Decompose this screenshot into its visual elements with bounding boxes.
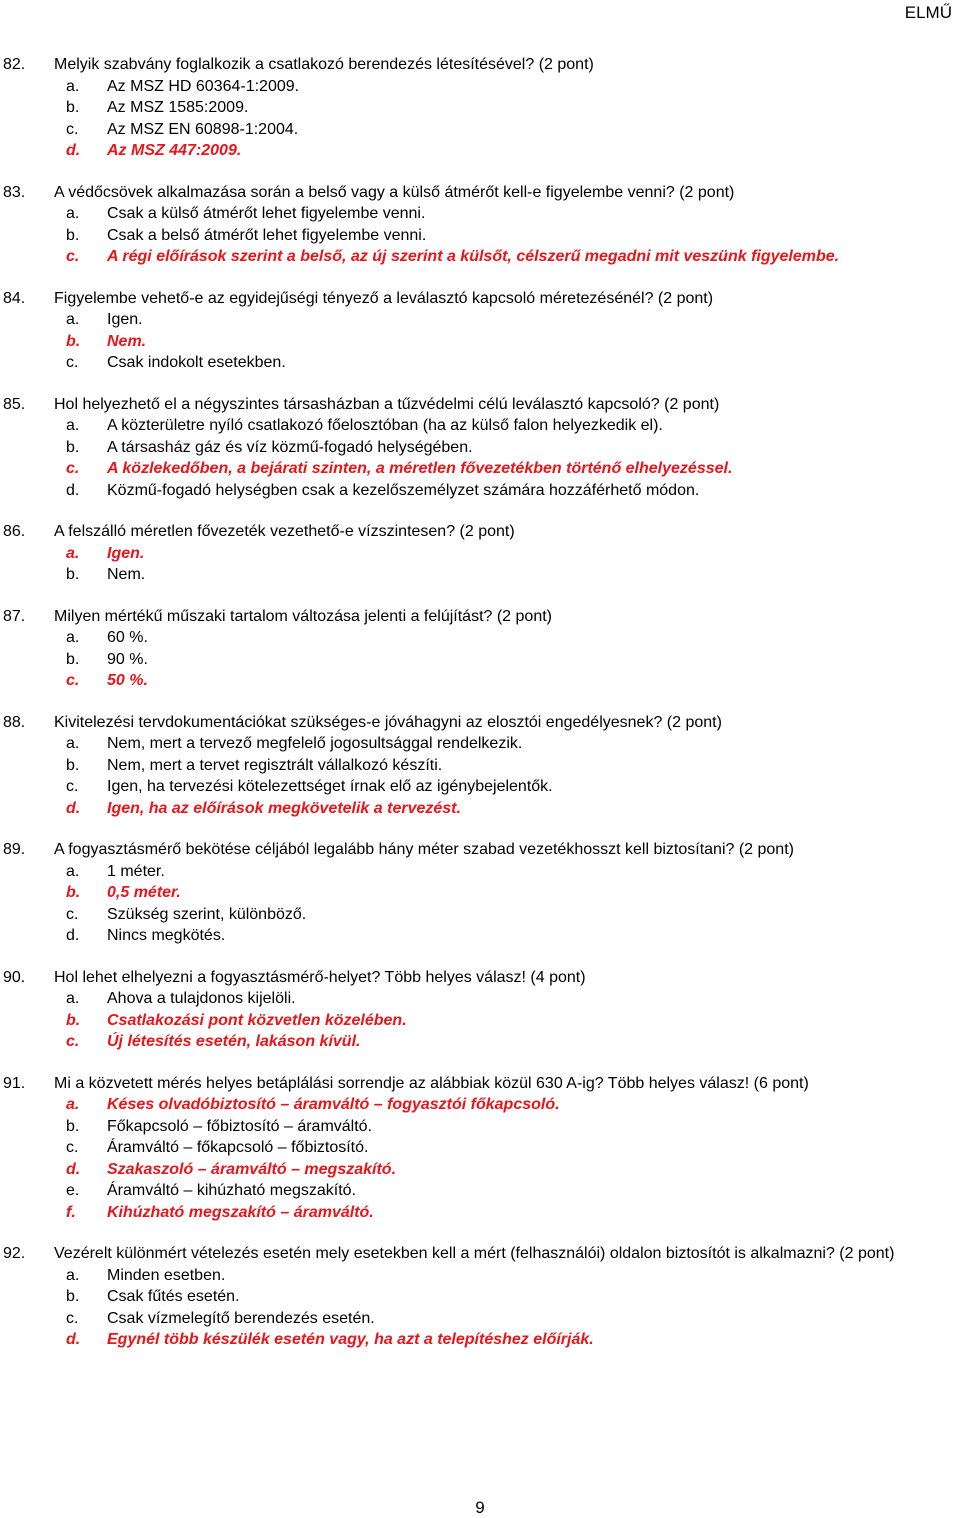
option-text: Késes olvadóbiztosító – áramváltó – fogyasztói főkapcsoló. bbox=[107, 1096, 560, 1113]
option-letter: b. bbox=[66, 226, 80, 244]
answer-option bbox=[0, 352, 960, 374]
answer-option bbox=[0, 733, 960, 755]
answer-option-correct bbox=[0, 458, 960, 480]
option-letter: c. bbox=[66, 1309, 79, 1327]
question-text: Kivitelezési tervdokumentációkat szükséges-e jóváhagyni az elosztói engedélyesnek? (2 pont) bbox=[54, 713, 722, 731]
question-number: 90. bbox=[3, 968, 26, 986]
answer-option bbox=[0, 988, 960, 1010]
option-letter: c. bbox=[66, 120, 79, 138]
question-number: 83. bbox=[3, 183, 26, 201]
answer-option-correct bbox=[0, 1031, 960, 1053]
question-number: 92. bbox=[3, 1245, 26, 1262]
question-text: A fogyasztásmérő bekötése céljából legalább hány méter szabad vezetékhosszt kell biztosítani? (2 pont) bbox=[54, 841, 794, 858]
option-letter: a. bbox=[66, 735, 80, 752]
question-text: A védőcsövek alkalmazása során a belső vagy a külső átmérőt kell-e figyelembe venni? (2 pont) bbox=[54, 183, 735, 201]
option-text: Csak vízmelegítő berendezés esetén. bbox=[107, 1309, 375, 1327]
option-text: 90 %. bbox=[107, 650, 148, 668]
question-text: Milyen mértékű műszaki tartalom változása jelenti a felújítást? (2 pont) bbox=[54, 607, 552, 625]
question-line bbox=[0, 712, 960, 734]
answer-option bbox=[0, 1308, 960, 1330]
question-line bbox=[0, 521, 960, 543]
answer-option bbox=[0, 76, 960, 98]
question-number: 82. bbox=[3, 56, 26, 73]
option-text: 60 %. bbox=[107, 629, 148, 646]
option-text: Áramváltó – kihúzható megszakító. bbox=[107, 1182, 357, 1199]
option-text: Nem. bbox=[107, 332, 147, 350]
answer-option-correct bbox=[0, 1010, 960, 1032]
option-letter: c. bbox=[66, 778, 79, 795]
question-text: A felszálló méretlen fővezeték vezethető-e vízszintesen? (2 pont) bbox=[54, 523, 515, 540]
answer-option bbox=[0, 649, 960, 671]
answer-option bbox=[0, 437, 960, 459]
option-text: Nem, mert a tervet regisztrált vállalkozó készíti. bbox=[107, 756, 443, 774]
option-text: Az MSZ 447:2009. bbox=[107, 142, 242, 159]
option-text: Áramváltó – főkapcsoló – főbiztosító. bbox=[107, 1139, 369, 1156]
option-text: Főkapcsoló – főbiztosító – áramváltó. bbox=[107, 1117, 373, 1135]
answer-option-correct bbox=[0, 670, 960, 692]
answer-option-correct bbox=[0, 543, 960, 565]
option-letter: c. bbox=[66, 354, 79, 371]
answer-option bbox=[0, 776, 960, 798]
answer-option bbox=[0, 904, 960, 926]
question-text: Vezérelt különmért vételezés esetén mely esetekben kell a mért (felhasználói) oldalon biztosítót is alkalmazni? (2 pont) bbox=[54, 1245, 895, 1262]
answer-option-correct bbox=[0, 246, 960, 268]
option-text: Szükség szerint, különböző. bbox=[107, 905, 307, 923]
option-letter: b. bbox=[66, 1117, 80, 1135]
answer-option bbox=[0, 1286, 960, 1308]
option-letter: b. bbox=[66, 884, 81, 901]
page-number: 9 bbox=[475, 1498, 485, 1517]
question-text: Mi a közvetett mérés helyes betáplálási sorrendje az alábbiak közül 630 A-ig? Több helyes válasz! (6 pont) bbox=[54, 1074, 809, 1092]
question-text: Figyelembe vehető-e az egyidejűségi tényező a leválasztó kapcsoló méretezésénél? (2 pont) bbox=[54, 289, 714, 307]
answer-option bbox=[0, 309, 960, 331]
option-letter: d. bbox=[66, 927, 80, 944]
option-text: A társasház gáz és víz közmű-fogadó helységében. bbox=[107, 438, 473, 456]
answer-option bbox=[0, 755, 960, 777]
option-letter: a. bbox=[66, 417, 80, 434]
answer-option-correct bbox=[0, 1329, 960, 1351]
question-block bbox=[0, 712, 960, 820]
answer-option bbox=[0, 225, 960, 247]
question-list bbox=[0, 54, 960, 1371]
option-letter: b. bbox=[66, 99, 80, 116]
option-text: Csak fűtés esetén. bbox=[107, 1288, 240, 1305]
question-number: 84. bbox=[3, 289, 26, 307]
option-letter: a. bbox=[66, 1266, 80, 1284]
option-text: 50 %. bbox=[107, 672, 148, 689]
question-line bbox=[0, 394, 960, 416]
question-line bbox=[0, 839, 960, 861]
question-block bbox=[0, 394, 960, 502]
answer-option-correct bbox=[0, 798, 960, 820]
option-letter: c. bbox=[66, 248, 80, 265]
option-letter: b. bbox=[66, 438, 80, 456]
answer-option-correct bbox=[0, 1159, 960, 1181]
option-letter: a. bbox=[66, 990, 80, 1007]
option-text: Nem. bbox=[107, 566, 146, 583]
option-letter: e. bbox=[66, 1182, 80, 1199]
option-letter: b. bbox=[66, 1011, 81, 1029]
option-text: Csak indokolt esetekben. bbox=[107, 354, 286, 371]
option-text: Igen, ha az előírások megkövetelik a tervezést. bbox=[107, 799, 461, 817]
option-letter: f. bbox=[66, 1203, 76, 1221]
question-line bbox=[0, 182, 960, 204]
option-letter: c. bbox=[66, 1139, 79, 1156]
answer-option bbox=[0, 415, 960, 437]
option-letter: d. bbox=[66, 142, 81, 159]
option-text: Csak a belső átmérőt lehet figyelembe venni. bbox=[107, 226, 427, 244]
option-letter: a. bbox=[66, 1096, 80, 1113]
answer-option bbox=[0, 203, 960, 225]
question-block bbox=[0, 288, 960, 374]
option-letter: d. bbox=[66, 799, 81, 817]
option-letter: c. bbox=[66, 460, 80, 477]
option-letter: b. bbox=[66, 756, 80, 774]
option-text: 1 méter. bbox=[107, 862, 165, 880]
option-letter: a. bbox=[66, 311, 80, 328]
question-number: 86. bbox=[3, 523, 26, 540]
question-number: 88. bbox=[3, 713, 26, 731]
option-text: Az MSZ HD 60364-1:2009. bbox=[107, 77, 300, 95]
option-text: Igen, ha tervezési kötelezettséget írnak elő az igénybejelentők. bbox=[107, 778, 553, 795]
question-line bbox=[0, 1243, 960, 1265]
option-text: Közmű-fogadó helységben csak a kezelőszemélyzet számára hozzáférhető módon. bbox=[107, 481, 700, 499]
option-letter: a. bbox=[66, 544, 80, 562]
option-text: Igen. bbox=[107, 311, 143, 328]
option-text: Az MSZ EN 60898-1:2004. bbox=[107, 120, 299, 138]
option-text: A régi előírások szerint a belső, az új szerint a külsőt, célszerű megadni mit veszünk figyelembe. bbox=[107, 248, 840, 265]
question-line bbox=[0, 288, 960, 310]
answer-option bbox=[0, 861, 960, 883]
option-letter: a. bbox=[66, 862, 80, 880]
option-letter: a. bbox=[66, 205, 80, 222]
option-text: Igen. bbox=[107, 544, 145, 562]
option-letter: c. bbox=[66, 905, 79, 923]
question-number: 91. bbox=[3, 1074, 26, 1092]
option-text: Az MSZ 1585:2009. bbox=[107, 99, 249, 116]
question-block bbox=[0, 521, 960, 586]
answer-option bbox=[0, 119, 960, 141]
question-block bbox=[0, 967, 960, 1053]
answer-option-correct bbox=[0, 1202, 960, 1224]
option-text: Csak a külső átmérőt lehet figyelembe venni. bbox=[107, 205, 426, 222]
option-letter: b. bbox=[66, 566, 80, 583]
question-text: Hol helyezhető el a négyszintes társasházban a tűzvédelmi célú leválasztó kapcsoló? (2 pont) bbox=[54, 395, 720, 413]
question-block bbox=[0, 182, 960, 268]
question-number: 89. bbox=[3, 841, 26, 858]
option-text: A közterületre nyíló csatlakozó főelosztóban (ha az külső falon helyezkedik el). bbox=[107, 417, 663, 434]
option-text: A közlekedőben, a bejárati szinten, a méretlen fővezetékben történő elhelyezéssel. bbox=[107, 460, 733, 477]
option-text: Szakaszoló – áramváltó – megszakító. bbox=[107, 1160, 397, 1178]
option-text: Csatlakozási pont közvetlen közelében. bbox=[107, 1011, 407, 1029]
option-text: Ahova a tulajdonos kijelöli. bbox=[107, 990, 296, 1007]
option-letter: b. bbox=[66, 650, 80, 668]
option-letter: d. bbox=[66, 481, 80, 499]
option-text: 0,5 méter. bbox=[107, 884, 181, 901]
question-block bbox=[0, 606, 960, 692]
option-letter: d. bbox=[66, 1331, 81, 1348]
question-block bbox=[0, 839, 960, 947]
question-block bbox=[0, 1243, 960, 1351]
question-line bbox=[0, 1073, 960, 1095]
option-text: Nincs megkötés. bbox=[107, 927, 226, 944]
question-text: Hol lehet elhelyezni a fogyasztásmérő-helyet? Több helyes válasz! (4 pont) bbox=[54, 968, 586, 986]
answer-option-correct bbox=[0, 140, 960, 162]
page-header: ELMŰ bbox=[904, 3, 952, 22]
question-text: Melyik szabvány foglalkozik a csatlakozó berendezés létesítésével? (2 pont) bbox=[54, 56, 594, 73]
question-line bbox=[0, 606, 960, 628]
option-text: Egynél több készülék esetén vagy, ha azt a telepítéshez előírják. bbox=[107, 1331, 594, 1348]
option-text: Minden esetben. bbox=[107, 1266, 226, 1284]
answer-option bbox=[0, 627, 960, 649]
question-number: 85. bbox=[3, 395, 26, 413]
question-number: 87. bbox=[3, 607, 26, 625]
option-text: Új létesítés esetén, lakáson kívül. bbox=[107, 1033, 361, 1050]
option-letter: c. bbox=[66, 672, 80, 689]
answer-option bbox=[0, 1116, 960, 1138]
option-letter: b. bbox=[66, 332, 81, 350]
answer-option-correct bbox=[0, 1094, 960, 1116]
answer-option bbox=[0, 564, 960, 586]
option-letter: b. bbox=[66, 1288, 80, 1305]
question-line bbox=[0, 54, 960, 76]
answer-option-correct bbox=[0, 882, 960, 904]
answer-option-correct bbox=[0, 331, 960, 353]
answer-option bbox=[0, 925, 960, 947]
option-text: Kihúzható megszakító – áramváltó. bbox=[107, 1203, 374, 1221]
option-letter: d. bbox=[66, 1160, 81, 1178]
answer-option bbox=[0, 97, 960, 119]
option-letter: a. bbox=[66, 77, 80, 95]
question-block bbox=[0, 54, 960, 162]
option-text: Nem, mert a tervező megfelelő jogosultsággal rendelkezik. bbox=[107, 735, 523, 752]
option-letter: c. bbox=[66, 1033, 80, 1050]
answer-option bbox=[0, 1265, 960, 1287]
question-block bbox=[0, 1073, 960, 1224]
question-line bbox=[0, 967, 960, 989]
answer-option bbox=[0, 480, 960, 502]
option-letter: a. bbox=[66, 629, 80, 646]
answer-option bbox=[0, 1180, 960, 1202]
answer-option bbox=[0, 1137, 960, 1159]
